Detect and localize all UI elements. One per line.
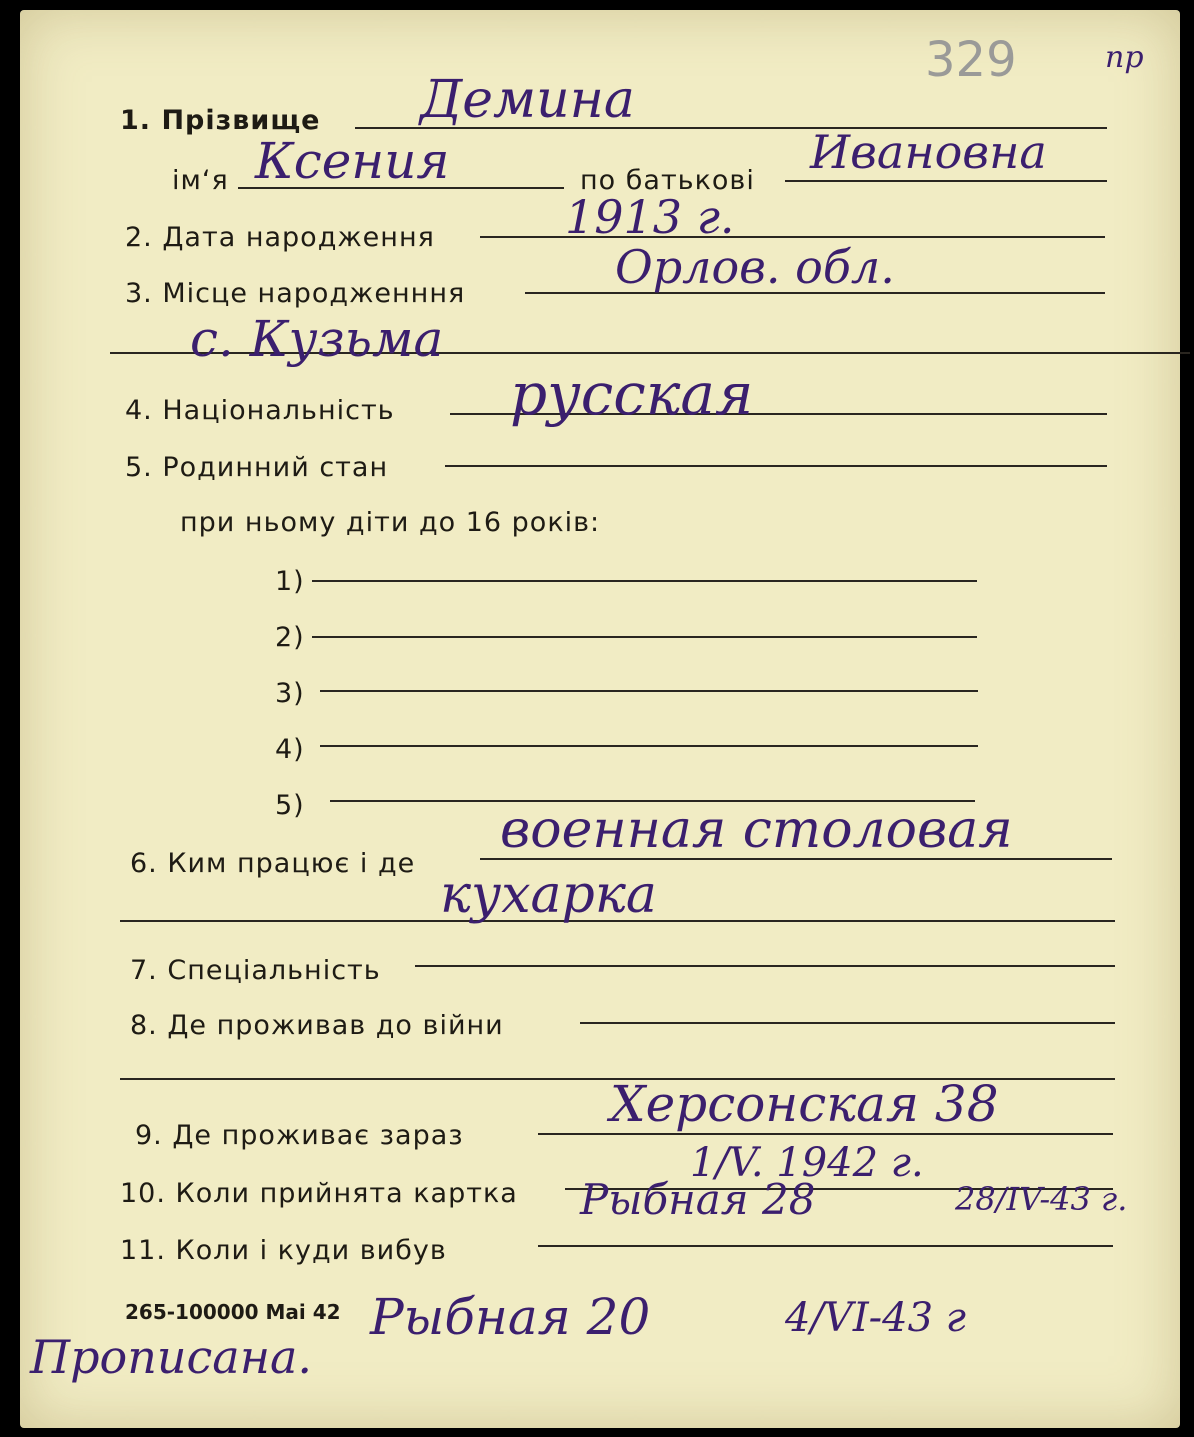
field-3-label: 3. Місце народженння	[125, 278, 466, 309]
work-role-value: кухарка	[440, 865, 657, 925]
registered-address-value: Рыбная 20	[370, 1288, 651, 1346]
field-11-line	[538, 1245, 1113, 1247]
field-2-label: 2. Дата народження	[125, 222, 435, 253]
initials-mark: пр	[1105, 40, 1144, 75]
registration-card	[20, 10, 1180, 1428]
departure-address-value: Рыбная 28	[580, 1175, 816, 1224]
child-4-line	[320, 745, 978, 747]
birth-village-value: с. Кузьма	[190, 310, 444, 368]
field-7-label: 7. Спеціальність	[130, 955, 381, 986]
print-code: 265-100000 Mai 42	[125, 1300, 341, 1324]
child-5-label: 5)	[275, 790, 305, 821]
patronymic-value: Ивановна	[810, 125, 1047, 179]
field-8-label: 8. Де проживав до війни	[130, 1010, 504, 1041]
pencil-number: 329	[925, 32, 1017, 88]
field-10-label: 10. Коли прийнята картка	[120, 1178, 518, 1209]
birth-date-value: 1913 г.	[565, 190, 735, 244]
child-2-label: 2)	[275, 622, 305, 653]
field-1-name-label: ім‘я	[172, 165, 229, 196]
nationality-value: русская	[510, 360, 754, 428]
patronymic-line	[785, 180, 1107, 182]
card-date-value: 1/V. 1942 г.	[690, 1140, 924, 1186]
children-label: при ньому діти до 16 років:	[180, 507, 601, 538]
child-3-label: 3)	[275, 678, 305, 709]
departure-date-value: 28/IV-43 г.	[955, 1180, 1128, 1218]
current-address-value: Херсонская 38	[610, 1075, 999, 1133]
work-place-value: военная столовая	[500, 800, 1013, 860]
registered-date-value: 4/VI-43 г	[785, 1295, 966, 1341]
field-5-label: 5. Родинний стан	[125, 452, 389, 483]
field-5-line	[445, 465, 1107, 467]
field-1-label: 1. Прізвище	[120, 105, 321, 136]
surname-value: Демина	[420, 70, 635, 130]
child-1-line	[312, 580, 977, 582]
registered-label: Прописана.	[30, 1330, 313, 1384]
field-6-label: 6. Ким працює і де	[130, 848, 416, 879]
field-1-patronymic-label: по батькові	[580, 165, 755, 196]
field-11-label: 11. Коли і куди вибув	[120, 1235, 447, 1266]
field-8-line	[580, 1022, 1115, 1024]
child-4-label: 4)	[275, 734, 305, 765]
child-3-line	[320, 690, 978, 692]
child-1-label: 1)	[275, 566, 305, 597]
field-9-label: 9. Де проживає зараз	[135, 1120, 464, 1151]
name-value: Ксения	[255, 132, 450, 190]
field-9-line	[538, 1133, 1113, 1135]
birth-region-value: Орлов. обл.	[615, 240, 895, 294]
child-2-line	[312, 636, 977, 638]
field-7-line	[415, 965, 1115, 967]
field-4-label: 4. Національність	[125, 395, 395, 426]
